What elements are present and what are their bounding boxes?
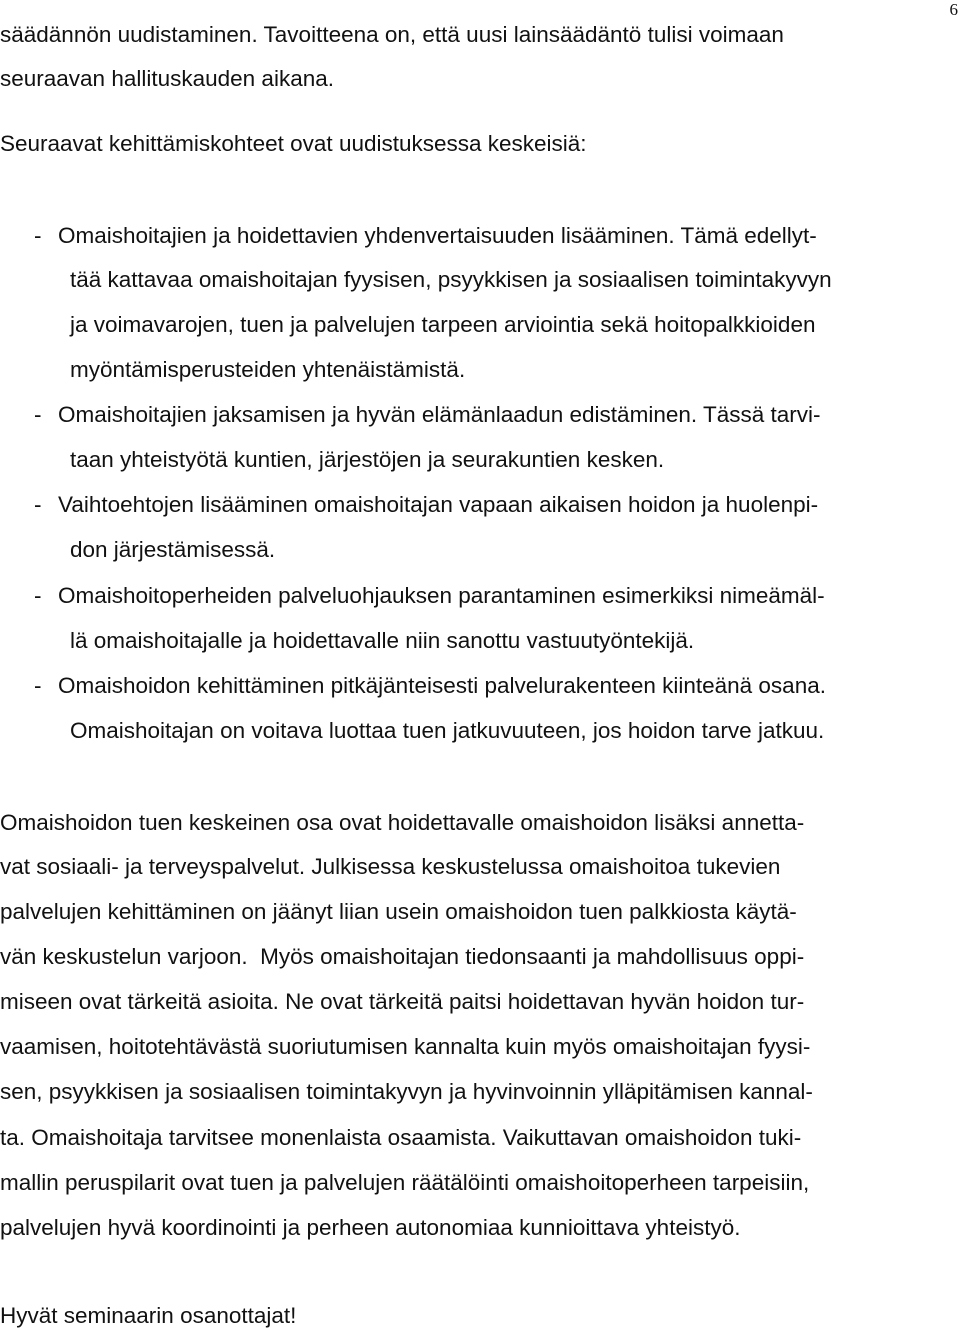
- list-item: [0, 401, 940, 429]
- list-dash: -: [34, 402, 42, 427]
- list-item-text: Omaishoitajien jaksamisen ja hyvän elämänlaadun edistäminen. Tässä tarvi-: [58, 402, 821, 427]
- paragraph-line: palvelujen kehittäminen on jäänyt liian usein omaishoidon tuen palkkiosta käytä-: [0, 899, 797, 924]
- paragraph-line: miseen ovat tärkeitä asioita. Ne ovat tärkeitä paitsi hoidettavan hyvän hoidon tur-: [0, 989, 805, 1014]
- paragraph-line: vat sosiaali- ja terveyspalvelut. Julkisessa keskustelussa omaishoitoa tukevien: [0, 854, 781, 879]
- paragraph-line: vän keskustelun varjoon. Myös omaishoitajan tiedonsaanti ja mahdollisuus oppi-: [0, 944, 805, 969]
- intro-line: seuraavan hallituskauden aikana.: [0, 66, 334, 91]
- list-item-text: Omaishoitajien ja hoidettavien yhdenvertaisuuden lisääminen. Tämä edellyt-: [58, 223, 817, 248]
- page-number: 6: [949, 0, 958, 19]
- paragraph-line: sen, psyykkisen ja sosiaalisen toimintakyvyn ja hyvinvoinnin ylläpitämisen kannal-: [0, 1079, 813, 1104]
- list-item-continuation: don järjestämisessä.: [70, 537, 276, 562]
- closing-line: Hyvät seminaarin osanottajat!: [0, 1303, 297, 1328]
- list-item-text: Omaishoidon kehittäminen pitkäjänteisesti palvelurakenteen kiinteänä osana.: [58, 673, 826, 698]
- list-intro: Seuraavat kehittämiskohteet ovat uudistuksessa keskeisiä:: [0, 131, 587, 156]
- list-item-continuation: myöntämisperusteiden yhtenäistämistä.: [70, 357, 466, 382]
- paragraph-line: palvelujen hyvä koordinointi ja perheen autonomiaa kunnioittava yhteistyö.: [0, 1215, 741, 1240]
- list-item: [0, 491, 940, 519]
- list-dash: -: [34, 223, 42, 248]
- list-item-continuation: lä omaishoitajalle ja hoidettavalle niin sanottu vastuutyöntekijä.: [70, 628, 695, 653]
- list-item-continuation: ja voimavarojen, tuen ja palvelujen tarpeen arviointia sekä hoitopalkkioiden: [70, 312, 816, 337]
- list-item-text: Omaishoitoperheiden palveluohjauksen parantaminen esimerkiksi nimeämäl-: [58, 583, 825, 608]
- list-dash: -: [34, 492, 42, 517]
- paragraph-line: vaamisen, hoitotehtävästä suoriutumisen kannalta kuin myös omaishoitajan fyysi-: [0, 1034, 811, 1059]
- list-item: [0, 222, 940, 250]
- paragraph-line: Omaishoidon tuen keskeinen osa ovat hoidettavalle omaishoidon lisäksi annetta-: [0, 810, 805, 835]
- paragraph-line: mallin peruspilarit ovat tuen ja palvelujen räätälöinti omaishoitoperheen tarpeisiin,: [0, 1170, 810, 1195]
- list-dash: -: [34, 673, 42, 698]
- list-item-continuation: Omaishoitajan on voitava luottaa tuen jatkuvuuteen, jos hoidon tarve jatkuu.: [70, 718, 825, 743]
- list-item-text: Vaihtoehtojen lisääminen omaishoitajan vapaan aikaisen hoidon ja huolenpi-: [58, 492, 819, 517]
- paragraph-line: ta. Omaishoitaja tarvitsee monenlaista osaamista. Vaikuttavan omaishoidon tuki-: [0, 1125, 802, 1150]
- list-item: [0, 672, 940, 700]
- intro-line: säädännön uudistaminen. Tavoitteena on, että uusi lainsäädäntö tulisi voimaan: [0, 22, 784, 47]
- list-dash: -: [34, 583, 42, 608]
- list-item-continuation: tää kattavaa omaishoitajan fyysisen, psyykkisen ja sosiaalisen toimintakyvyn: [70, 267, 832, 292]
- list-item: [0, 582, 940, 610]
- list-item-continuation: taan yhteistyötä kuntien, järjestöjen ja seurakuntien kesken.: [70, 447, 665, 472]
